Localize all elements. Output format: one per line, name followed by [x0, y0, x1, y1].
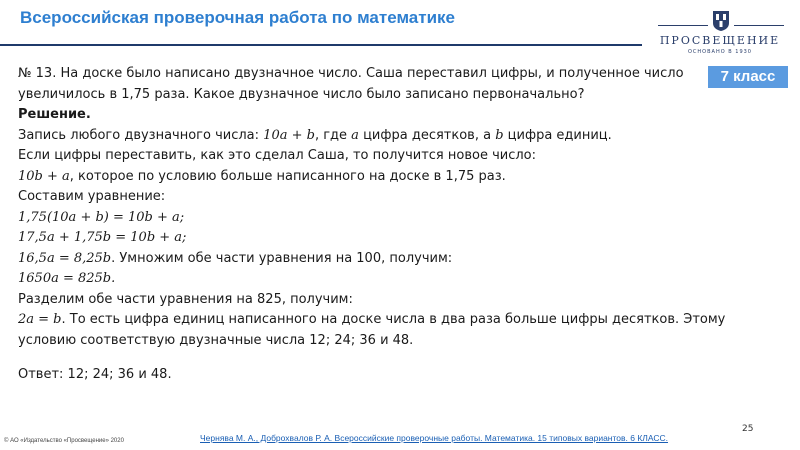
logo-founded: ОСНОВАНО В 1930 [687, 49, 752, 55]
solution-line-1 [18, 126, 708, 147]
problem-content [18, 64, 726, 386]
formula: 10b + a [18, 168, 70, 184]
formula: a [351, 127, 359, 143]
equation-3 [18, 249, 708, 270]
solution-line-4: Составим уравнение: [18, 189, 166, 204]
formula: 10a + b [263, 127, 315, 143]
text: , где [314, 127, 352, 143]
formula: 16,5a = 8,25b [18, 250, 112, 266]
page-number: 25 [742, 424, 754, 434]
equation-4: 1650a = 825b. [18, 271, 116, 286]
formula: b [495, 127, 504, 143]
header-divider [0, 44, 642, 46]
solution-heading: Решение. [18, 107, 91, 122]
text: . То есть цифра единиц написанного на доске числа в два раза больше цифры десятков. Этому [61, 312, 726, 327]
problem-line-2: увеличилось в 1,75 раза. Какое двузначное число было записано первоначально? [18, 86, 585, 102]
text: цифра десятков, а [358, 127, 496, 143]
solution-line-3 [18, 167, 708, 188]
shield-icon [712, 10, 730, 32]
text: цифра единиц. [503, 127, 612, 143]
page-title: Всероссийская проверочная работа по математике [20, 8, 455, 27]
spacer [18, 351, 708, 365]
text: , которое по условию больше написанного на доске в 1,75 раз. [69, 168, 506, 184]
source-link[interactable]: Чернява М. А., Доброхвалов Р. А. Всероссийские проверочные работы. Математика. 15 типовых вариантов. 6 КЛАСС. [200, 433, 669, 443]
equation-1: 1,75(10a + b) = 10b + a; [18, 209, 185, 225]
logo-right-line [734, 25, 784, 26]
equation-2: 17,5a + 1,75b = 10b + a; [18, 230, 187, 245]
solution-line-7: условию соответствую двузначные числа 12; 24; 36 и 48. [18, 332, 414, 348]
copyright: © АО «Издательство «Просвещение» 2020 [4, 438, 124, 444]
logo-name: ПРОСВЕЩЕНИЕ [659, 34, 781, 47]
formula: 2a = b [18, 312, 62, 327]
solution-line-2: Если цифры переставить, как это сделал Саша, то получится новое число: [18, 148, 537, 163]
text: . Умножим обе части уравнения на 100, получим: [111, 250, 453, 266]
answer-line: Ответ: 12; 24; 36 и 48. [18, 367, 172, 382]
solution-line-5: Разделим обе части уравнения на 825, получим: [18, 291, 353, 307]
solution-line-6 [18, 310, 726, 331]
publisher-logo [650, 8, 790, 62]
grade-badge: 7 класс [708, 66, 788, 88]
text: Запись любого двузначного числа: [18, 127, 264, 143]
problem-line-1: № 13. На доске было написано двузначное число. Саша переставил цифры, и полученное число [18, 66, 684, 81]
logo-left-line [658, 25, 708, 26]
